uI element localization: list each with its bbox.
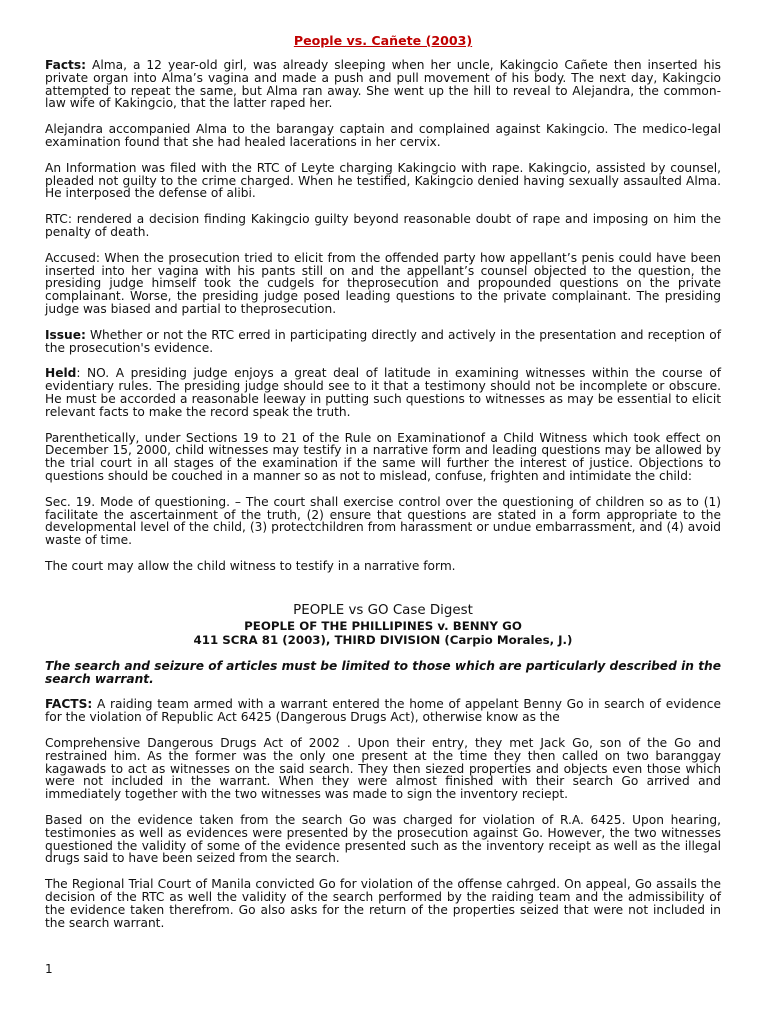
case2-facts-text: A raiding team armed with a warrant entered the home of appelant Benny Go in search of evidence for the violation of Republic Act 6425 (Dangerous Drugs Act), otherwise know as the (45, 697, 721, 725)
case1-paragraph-9: Sec. 19. Mode of questioning. – The court shall exercise control over the questioning of children so as to (1) facilitate the ascertainment of the truth, (2) ensure that questions are stated in a form appropriate to the developmental level of the child, (3) protectchildren from harassment or undue embarrassment, and (4) avoid waste of time. (45, 494, 721, 548)
case1-issue (45, 329, 721, 355)
case1-facts (45, 59, 721, 110)
case2-facts-label: FACTS: (45, 697, 93, 712)
case1-paragraph-4: RTC: rendered a decision finding Kakingcio guilty beyond reasonable doubt of rape and imposing on him the penalty of death. (45, 212, 721, 239)
case1-paragraph-8: Parenthetically, under Sections 19 to 21 of the Rule on Examinationof a Child Witness which took effect on December 15, 2000, child witnesses may testify in a narrative form and leading questions may be allowed by the trial court in all stages of the examination if the same will further the interest of justice. Objections to questions should be couched in a manner so as not to mislead, confuse, frighten and intimidate the child: (45, 430, 721, 483)
case1-held (45, 367, 721, 418)
page-number: 1 (45, 962, 53, 976)
case2-subtitle-2: 411 SCRA 81 (2003), THIRD DIVISION (Carpio Morales, J.) (193, 633, 573, 648)
document-page (45, 33, 721, 929)
case1-paragraph-2: Alejandra accompanied Alma to the barangay captain and complained against Kakingcio. The medico-legal examination found that she had healed lacerations in her cervix. (45, 122, 721, 149)
issue-text: Whether or not the RTC erred in participating directly and actively in the presentation and reception of the prosecution's evidence. (45, 327, 721, 355)
case2-paragraph-3: Based on the evidence taken from the search Go was charged for violation of R.A. 6425. Upon hearing, testimonies as well as evidences were presented by the prosecution against Go. However, the two witnesses questioned the validity of some of the evidence presented such as the inventory receipt as well as the illegal drugs said to have been seized from the search. (45, 813, 721, 866)
held-label: Held (45, 366, 77, 381)
case2-paragraph-2: Comprehensive Dangerous Drugs Act of 2002 . Upon their entry, they met Jack Go, son of the Go and restrained him. As the former was the only one present at the time they then called on two baranggay kagawads to act as witnesses on the said search. They then siezed properties and objects even those which were not included in the warrant. When they were almost finished with their search Go arrived and immediately together with the two witnesses was made to sign the inventory reciept. (45, 736, 721, 802)
case2-subtitle-1: PEOPLE OF THE PHILLIPINES v. BENNY GO (244, 618, 522, 633)
facts-text: Alma, a 12 year-old girl, was already sleeping when her uncle, Kakingcio Cañete then inserted his private organ into Alma’s vagina and made a push and pull movement of his body. The next day, Kakingcio attempted to repeat the same, but Alma ran away. She went up the hill to reveal to Alejandra, the common-law wife of Kakingcio, that the latter raped her. (45, 58, 721, 111)
case2-facts (45, 698, 721, 724)
case1-paragraph-5: Accused: When the prosecution tried to elicit from the offended party how appellant’s penis could have been inserted into her vagina with his pants still on and the appellant’s counsel objected to the question, the presiding judge himself took the cudgels for theprosecution and propounded questions on the private complainant. Worse, the presiding judge posed leading questions to the private complainant. The presiding judge was biased and partial to theprosecution. (45, 250, 721, 316)
case2-title: PEOPLE vs GO Case Digest (293, 602, 473, 618)
facts-label: Facts: (45, 58, 87, 72)
held-text: : NO. A presiding judge enjoys a great deal of latitude in examining witnesses within the course of evidentiary rules. The presiding judge should see to it that a testimony should not be incomplete or obscure. He must be accorded a reasonable leeway in putting such questions to witnesses as may be essential to elicit relevant facts to make the record speak the truth. (45, 366, 721, 419)
case1-paragraph-3: An Information was filed with the RTC of Leyte charging Kakingcio with rape. Kakingcio, assisted by counsel, pleaded not guilty to the crime charged. When he testified, Kakingcio denied having sexually assaulted Alma. He interposed the defense of alibi. (45, 160, 721, 201)
issue-label: Issue: (45, 327, 86, 342)
case1-paragraph-10: The court may allow the child witness to testify in a narrative form. (45, 558, 456, 573)
case2-paragraph-4: The Regional Trial Court of Manila convicted Go for violation of the offense cahrged. On appeal, Go assails the decision of the RTC as well the validity of the search performed by the raiding team and the admissibility of the evidence taken therefrom. Go also asks for the return of the properties seized that were not included in the search warrant. (45, 877, 721, 930)
case1-title: People vs. Cañete (2003) (293, 33, 473, 48)
case2-doctrine: The search and seizure of articles must be limited to those which are particularly described in the search warrant. (45, 658, 721, 686)
case2-section (45, 603, 721, 930)
